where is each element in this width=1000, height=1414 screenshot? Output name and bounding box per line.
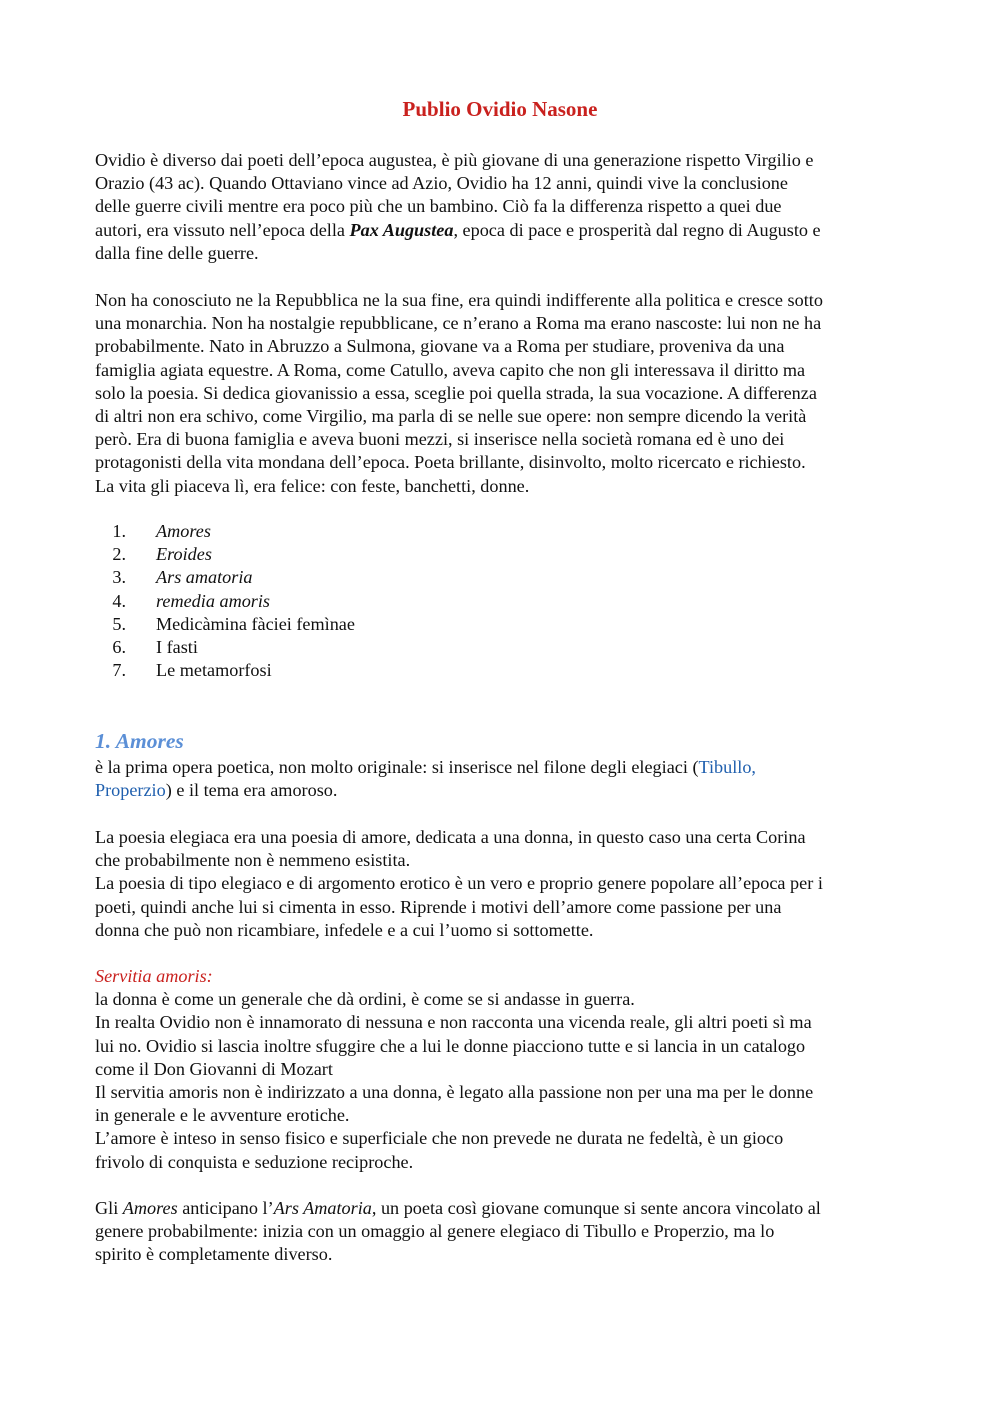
text-line: donna che può non ricambiare, infedele e a cui l’uomo si sottomette. [95,919,594,940]
text-line: una monarchia. Non ha nostalgie repubblicane, ce n’erano a Roma ma erano nascoste: lui non ne ha [95,313,822,334]
text-line: che probabilmente non è nemmeno esistita. [95,850,411,871]
list-item [95,636,355,659]
text-line: Orazio (43 ac). Quando Ottaviano vince ad Azio, Ovidio ha 12 anni, quindi vive la conclusione [95,173,788,194]
text-line: La poesia elegiaca era una poesia di amore, dedicata a una donna, in questo caso una certa Corina [95,827,806,847]
text-run: , epoca di pace e prosperità dal regno di Augusto e [453,219,821,240]
properzio-reference: Properzio [95,780,166,801]
text-line: poeti, quindi anche lui si cimenta in esso. Riprende i motivi dell’amore come passione per una [95,896,782,917]
text-line: solo la poesia. Si dedica giovanissio a essa, sceglie poi quella strada, la sua vocazione. A differenza [95,382,817,403]
list-item [95,520,355,543]
servitia-label: Servitia amoris: [95,966,213,986]
pax-augustea-term: Pax Augustea [349,219,454,240]
amores-title: Amores [122,1198,178,1218]
text-line: La vita gli piaceva lì, era felice: con feste, banchetti, donne. [95,475,530,496]
intro-paragraph [95,149,915,265]
list-label: Ars amatoria [156,567,253,588]
text-line: L’amore è inteso in senso fisico e superficiale che non prevede ne durata ne fedeltà, è un gioco [95,1128,784,1149]
list-item [95,613,355,636]
list-number: 2. [112,544,126,565]
text-line [95,1197,915,1220]
text-run: , un poeta così giovane comunque si sente ancora vincolato al [371,1198,821,1218]
text-line: dalla fine delle guerre. [95,242,259,263]
page-title: Publio Ovidio Nasone [402,97,598,121]
list-label: Eroides [156,544,212,565]
text-line [95,219,915,242]
text-line: la donna è come un generale che dà ordini, è come se si andasse in guerra. [95,989,635,1010]
amores-intro [95,756,915,802]
list-label: remedia amoris [156,590,270,611]
text-line: genere probabilmente: inizia con un omaggio al genere elegiaco di Tibullo e Properzio, ma lo [95,1221,775,1242]
text-line: delle guerre civili mentre era poco più che un bambino. Ciò fa la differenza rispetto a quei due [95,196,782,217]
text-line: Ovidio è diverso dai poeti dell’epoca augustea, è più giovane di una generazione rispetto Virgilio e [95,150,814,170]
biography-paragraph [95,289,915,498]
works-list [95,520,355,682]
text-run: Gli [95,1198,123,1218]
list-item [95,566,355,589]
section-heading-amores: 1. Amores [95,729,184,753]
text-line: probabilmente. Nato in Abruzzo a Sulmona, giovane va a Roma per studiare, proveniva da una [95,336,785,357]
list-item [95,659,355,682]
text-line: spirito è completamente diverso. [95,1244,333,1265]
text-line: protagonisti della vita mondana dell’epoca. Poeta brillante, disinvolto, molto ricercato e richiesto. [95,452,806,473]
text-line: famiglia agiata equestre. A Roma, come Catullo, aveva capito che non gli interessava il diritto ma [95,359,806,380]
list-item [95,543,355,566]
text-run: è la prima opera poetica, non molto originale: si inserisce nel filone degli elegiaci ( [95,757,699,777]
text-line: però. Era di buona famiglia e aveva buoni mezzi, si inserisce nella società romana ed è uno dei [95,429,785,450]
list-item [95,590,355,613]
list-number: 5. [112,613,126,634]
text-line: lui no. Ovidio si lascia inoltre sfuggire che a lui le donne piacciono tutte e si lancia in un catalogo [95,1035,806,1056]
list-label: Le metamorfosi [156,660,272,681]
tibullo-reference: Tibullo, [698,757,756,777]
text-run: autori, era vissuto nell’epoca della [95,219,350,240]
text-line: in generale e le avventure erotiche. [95,1105,350,1126]
list-number: 1. [112,521,126,541]
text-line [95,779,915,802]
text-line: Il servitia amoris non è indirizzato a una donna, è legato alla passione non per una ma per le donne [95,1081,814,1102]
text-line: come il Don Giovanni di Mozart [95,1058,333,1079]
list-label: I fasti [156,636,198,657]
ars-amatoria-title: Ars Amatoria [273,1198,372,1218]
text-line: In realta Ovidio non è innamorato di nessuna e non racconta una vicenda reale, gli altri poeti sì ma [95,1012,812,1033]
list-number: 6. [112,636,126,657]
text-run: anticipano l’ [177,1198,274,1218]
elegiac-paragraph [95,826,915,942]
text-line: Non ha conosciuto ne la Repubblica ne la sua fine, era quindi indifferente alla politica e cresce sotto [95,290,823,310]
text-run: ) e il tema era amoroso. [165,780,338,801]
closing-paragraph [95,1197,915,1267]
text-line: La poesia di tipo elegiaco e di argomento erotico è un vero e proprio genere popolare all’epoca per i [95,873,823,894]
list-number: 4. [112,590,126,611]
list-number: 3. [112,567,126,588]
list-number: 7. [112,660,126,681]
text-line: di altri non era schivo, come Virgilio, ma parla di se nelle sue opere: non sempre dicendo la verità [95,405,807,426]
list-label: Medicàmina fàciei femìnae [156,613,355,634]
text-line [95,756,915,779]
servitia-paragraph [95,965,915,1174]
text-line: frivolo di conquista e seduzione reciproche. [95,1151,414,1172]
list-label: Amores [156,521,211,541]
